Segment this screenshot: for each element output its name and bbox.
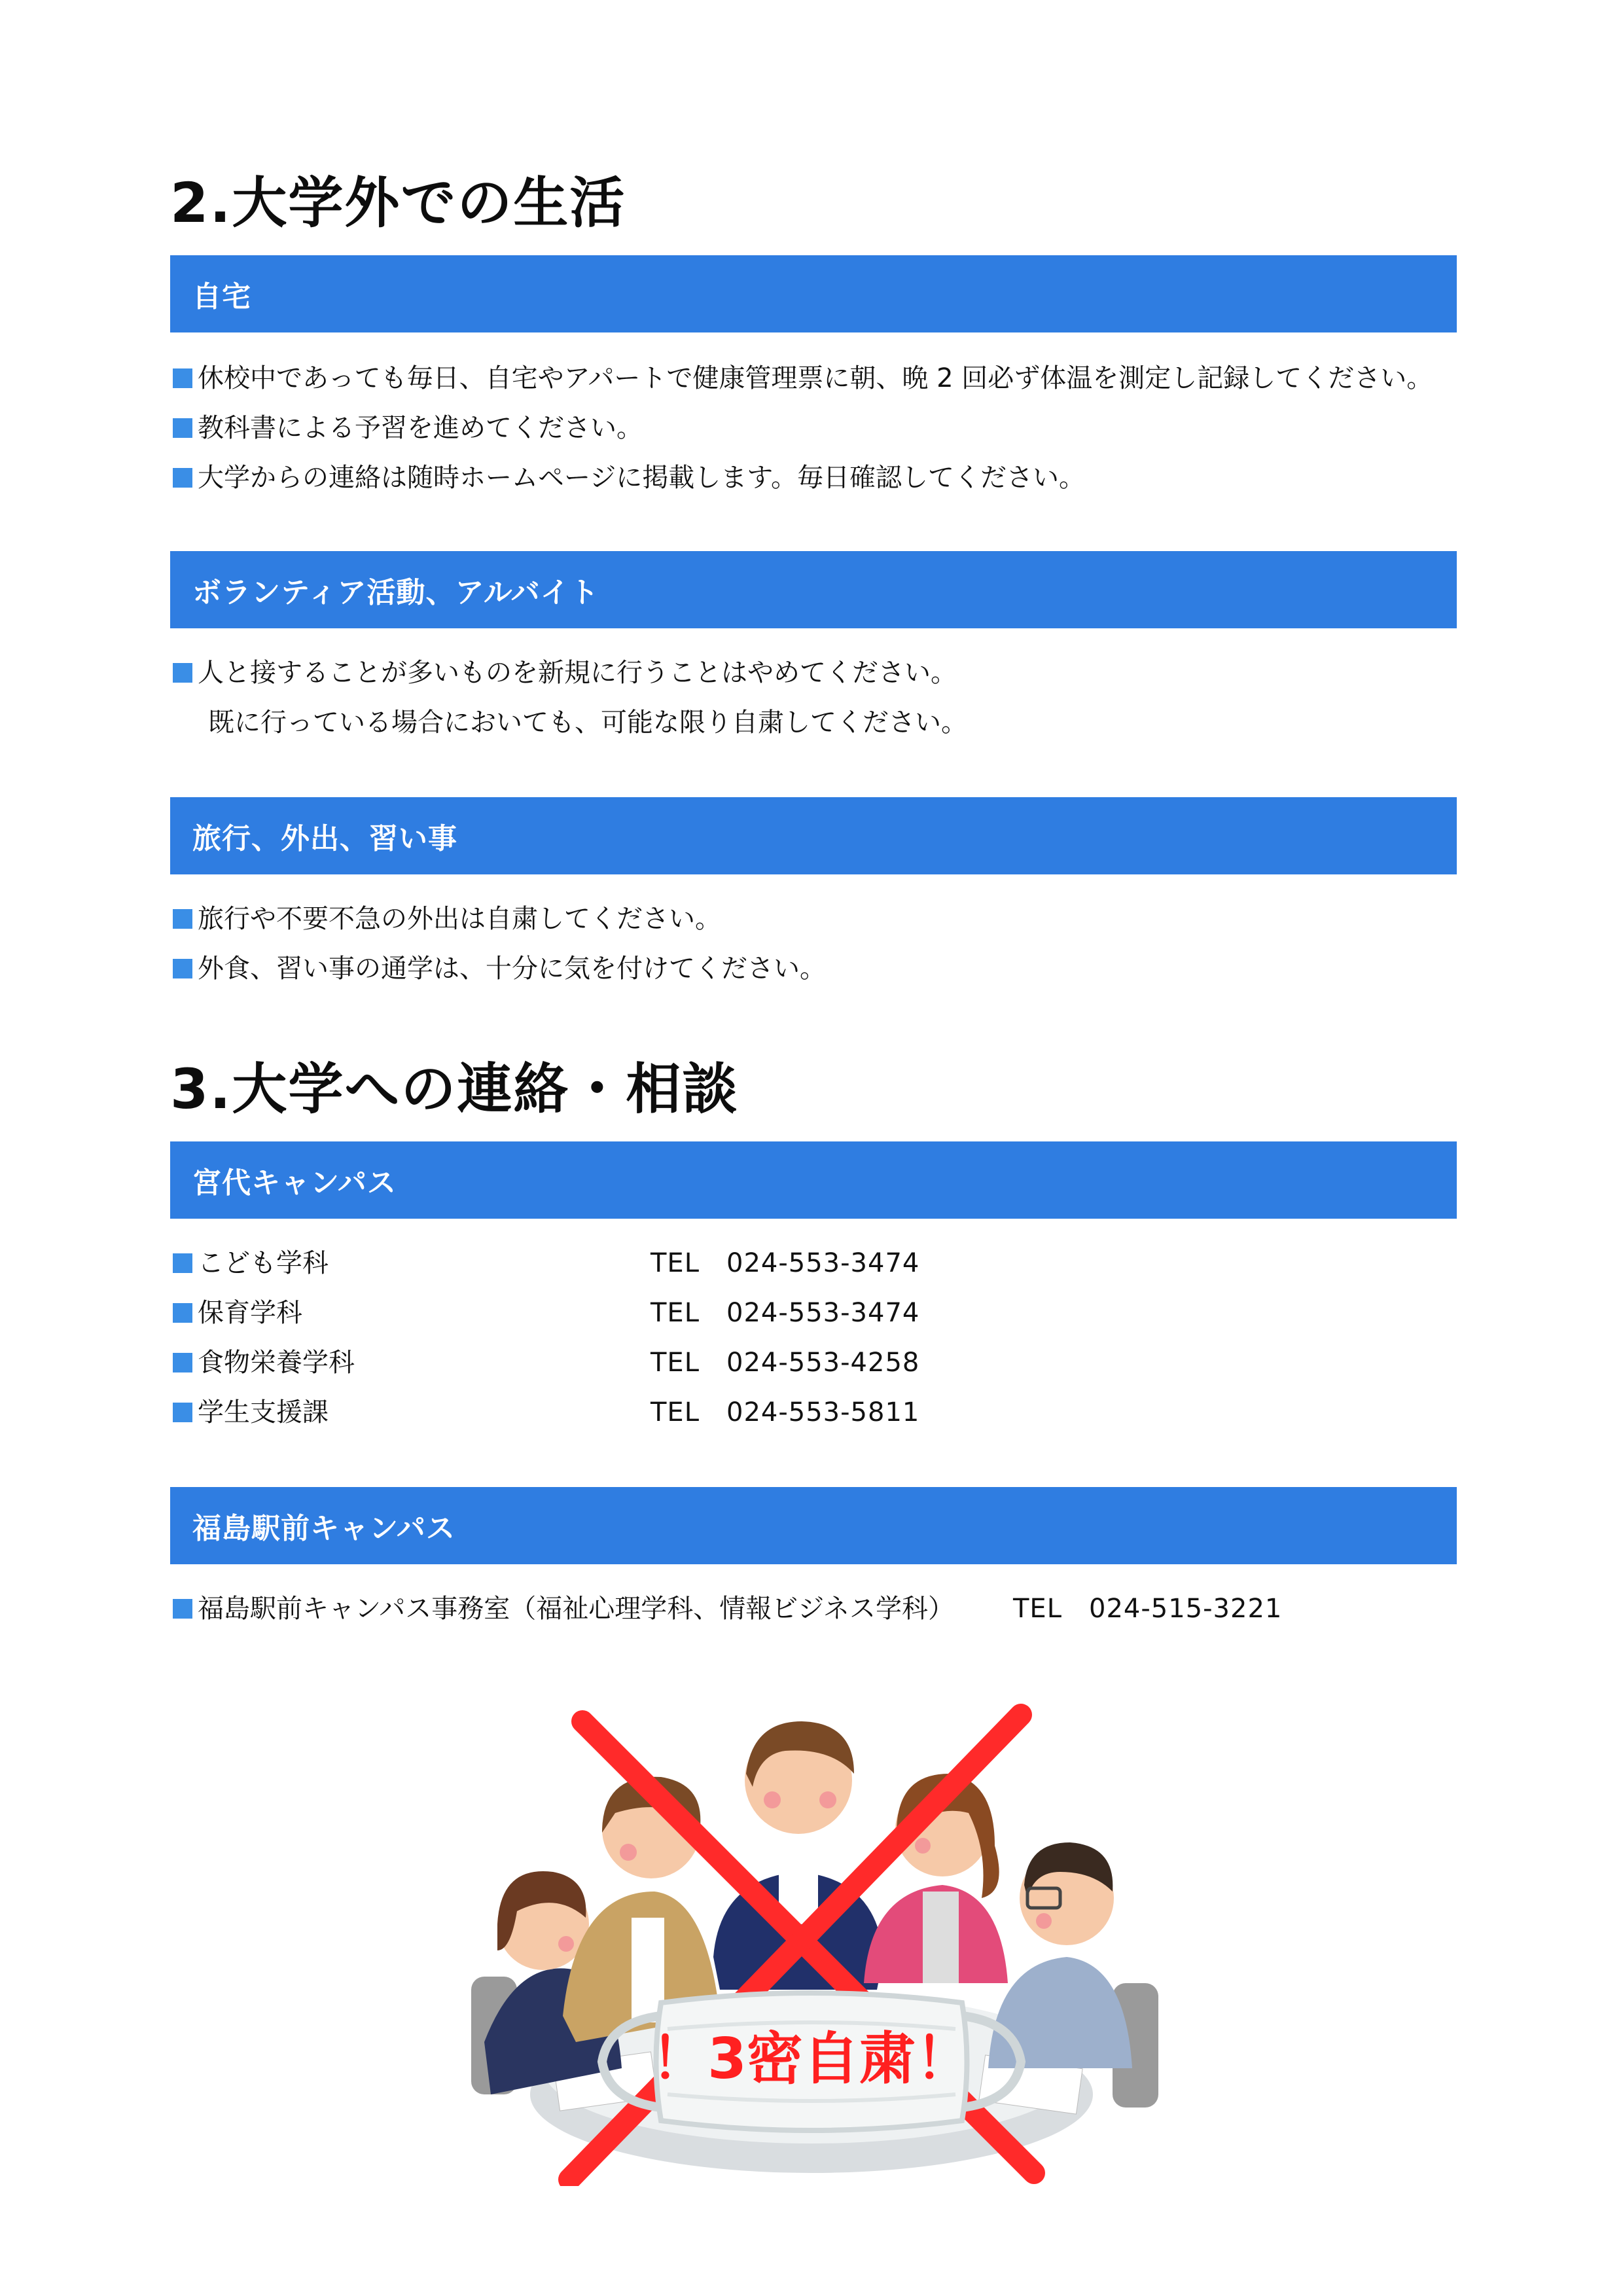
square-bullet-icon: [173, 468, 192, 488]
square-bullet-icon: [173, 368, 192, 388]
phone-number: TEL 024-553-3474: [651, 1298, 920, 1328]
section-2-title: 2.大学外での生活: [170, 171, 626, 235]
contact-row: 保育学科 TEL 024-553-3474: [173, 1297, 1024, 1329]
square-bullet-icon: [173, 1353, 192, 1372]
square-bullet-icon: [173, 418, 192, 438]
list-item: 外食、習い事の通学は、十分に気を付けてください。: [173, 953, 826, 984]
square-bullet-icon: [173, 1303, 192, 1323]
square-bullet-icon: [173, 1253, 192, 1273]
square-bullet-icon: [173, 1403, 192, 1422]
list-item: 旅行や不要不急の外出は自粛してください。: [173, 903, 721, 935]
section-heading-volunteer: ボランティア活動、アルバイト: [170, 551, 1457, 628]
list-item: 休校中であっても毎日、自宅やアパートで健康管理票に朝、晩 2 回必ず体温を測定し記録してください。: [173, 363, 1433, 394]
contact-row: 学生支援課 TEL 024-553-5811: [173, 1397, 1024, 1428]
person-figure: [988, 1842, 1158, 2108]
section-heading-travel: 旅行、外出、習い事: [170, 797, 1457, 874]
list-item-continuation: 既に行っている場合においても、可能な限り自粛してください。: [208, 708, 967, 738]
section-heading-miyashiro: 宮代キャンパス: [170, 1141, 1457, 1219]
contact-row: こども学科 TEL 024-553-3474: [173, 1247, 1024, 1279]
list-item: 大学からの連絡は随時ホームページに掲載します。毎日確認してください。: [173, 462, 1085, 493]
phone-number: TEL 024-553-4258: [651, 1348, 920, 1378]
section-heading-fukushima: 福島駅前キャンパス: [170, 1487, 1457, 1564]
square-bullet-icon: [173, 663, 192, 683]
square-bullet-icon: [173, 1599, 192, 1619]
list-item: 教科書による予習を進めてください。: [173, 412, 643, 444]
section-3-title: 3.大学への連絡・相談: [170, 1057, 739, 1121]
mask-text: ！3密自粛！: [651, 2026, 972, 2092]
section-heading-home: 自宅: [170, 255, 1457, 332]
contact-row: 福島駅前キャンパス事務室（福祉心理学科、情報ビジネス学科） TEL 024-515-3221: [173, 1593, 1282, 1624]
contact-row: 食物栄養学科 TEL 024-553-4258: [173, 1347, 1024, 1378]
list-item: 人と接することが多いものを新規に行うことはやめてください。: [173, 657, 957, 689]
phone-number: TEL 024-515-3221: [1013, 1594, 1283, 1624]
three-cs-avoidance-illustration: [445, 1676, 1178, 2186]
phone-number: TEL 024-553-3474: [651, 1248, 920, 1278]
phone-number: TEL 024-553-5811: [651, 1397, 920, 1427]
square-bullet-icon: [173, 959, 192, 978]
square-bullet-icon: [173, 909, 192, 929]
